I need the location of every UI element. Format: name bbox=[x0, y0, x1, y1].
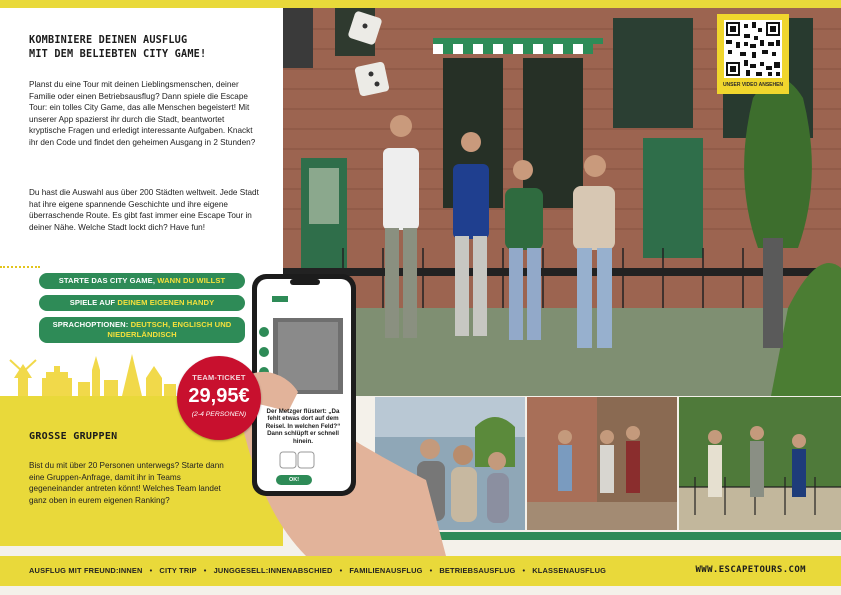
separator-dot-icon: • bbox=[149, 566, 153, 575]
phone-ok-button[interactable]: OK! bbox=[276, 475, 312, 485]
team-ticket-badge bbox=[177, 356, 261, 440]
website-link[interactable]: WWW.ESCAPETOURS.COM bbox=[695, 565, 806, 575]
feature-lead: SPRACHOPTIONEN: bbox=[52, 320, 131, 329]
occasion-item: AUSFLUG MIT FREUND:INNEN bbox=[29, 566, 143, 575]
top-strip bbox=[0, 0, 841, 8]
occasion-item: BETRIEBSAUSFLUG bbox=[439, 566, 516, 575]
video-label[interactable]: UNSER VIDEO ANSEHEN bbox=[722, 82, 784, 88]
page-headline bbox=[29, 34, 274, 62]
ticket-price: 29,95€ bbox=[188, 385, 250, 407]
occasion-item: FAMILIENAUSFLUG bbox=[349, 566, 423, 575]
feature-lead: SPIELE AUF bbox=[69, 298, 118, 307]
feature-list bbox=[39, 273, 245, 349]
city-skyline-icon bbox=[8, 350, 178, 396]
occasion-list bbox=[29, 566, 606, 575]
video-qr-box[interactable] bbox=[717, 14, 789, 94]
separator-dot-icon: • bbox=[203, 566, 207, 575]
feature-pill-languages bbox=[39, 317, 245, 343]
intro-paragraph-2: Du hast die Auswahl aus über 200 Städten weltweit. Jede Stadt hat ihre eigene spannende Geschichte und ihre eigene überraschende Route. Es gibt fast immer eine Escape Tour in deiner Nähe. Welche Stadt lockt dich? Have fun! bbox=[29, 188, 259, 232]
ticket-group-size: (2-4 PERSONEN) bbox=[191, 411, 247, 418]
feature-pill-anytime bbox=[39, 273, 245, 289]
headline-line-2: MIT DEM BELIEBTEN CITY GAME! bbox=[29, 49, 207, 60]
occasion-item: CITY TRIP bbox=[159, 566, 197, 575]
feature-emphasis: DEINEM EIGENEN HANDY bbox=[117, 298, 215, 307]
feature-emphasis: WANN DU WILLST bbox=[157, 276, 226, 285]
groups-title: GROSSE GRUPPEN bbox=[29, 431, 118, 442]
feature-pill-own-phone bbox=[39, 295, 245, 311]
separator-dot-icon: • bbox=[522, 566, 526, 575]
qr-code-icon[interactable] bbox=[724, 20, 782, 78]
feature-lead: STARTE DAS CITY GAME, bbox=[58, 276, 158, 285]
separator-dot-icon: • bbox=[339, 566, 343, 575]
intro-paragraph-1: Planst du eine Tour mit deinen Lieblingsmenschen, deiner Familie oder einen Betriebsausflug? Dann spiele die Escape Tour: ein tolles City Game, das alle Menschen begeistert! Mit unserer App spazierst ihr durch die Stadt, beantwortet kryptische Fragen und erledigt interessante Aufgaben. Knackt ihr den Code und findet den geheimen Ausgang in 2 Stunden? bbox=[29, 80, 256, 147]
occasion-item: KLASSENAUSFLUG bbox=[532, 566, 607, 575]
groups-text: Bist du mit über 20 Personen unterwegs? Starte dann eine Gruppen-Anfrage, damit ihr in Teams gegeneinander antreten könnt! Welches Team landet ganz oben in eurem eigenen Ranking? bbox=[29, 461, 224, 505]
ticket-label: TEAM-TICKET bbox=[192, 373, 246, 382]
feature-emphasis: DEUTSCH, ENGLISCH UND NIEDERLÄNDISCH bbox=[107, 320, 232, 339]
dotted-trail bbox=[0, 266, 40, 270]
headline-line-1: KOMBINIERE DEINEN AUSFLUG bbox=[29, 35, 188, 46]
occasion-item: JUNGGESELL:INNENABSCHIED bbox=[213, 566, 333, 575]
phone-riddle-text: Der Metzger flüstert: „Da fehlt etwas dort auf dem Reisel. In welchen Feld?“ Dann schlüpft er schnell hinein. bbox=[265, 408, 341, 445]
separator-dot-icon: • bbox=[429, 566, 433, 575]
